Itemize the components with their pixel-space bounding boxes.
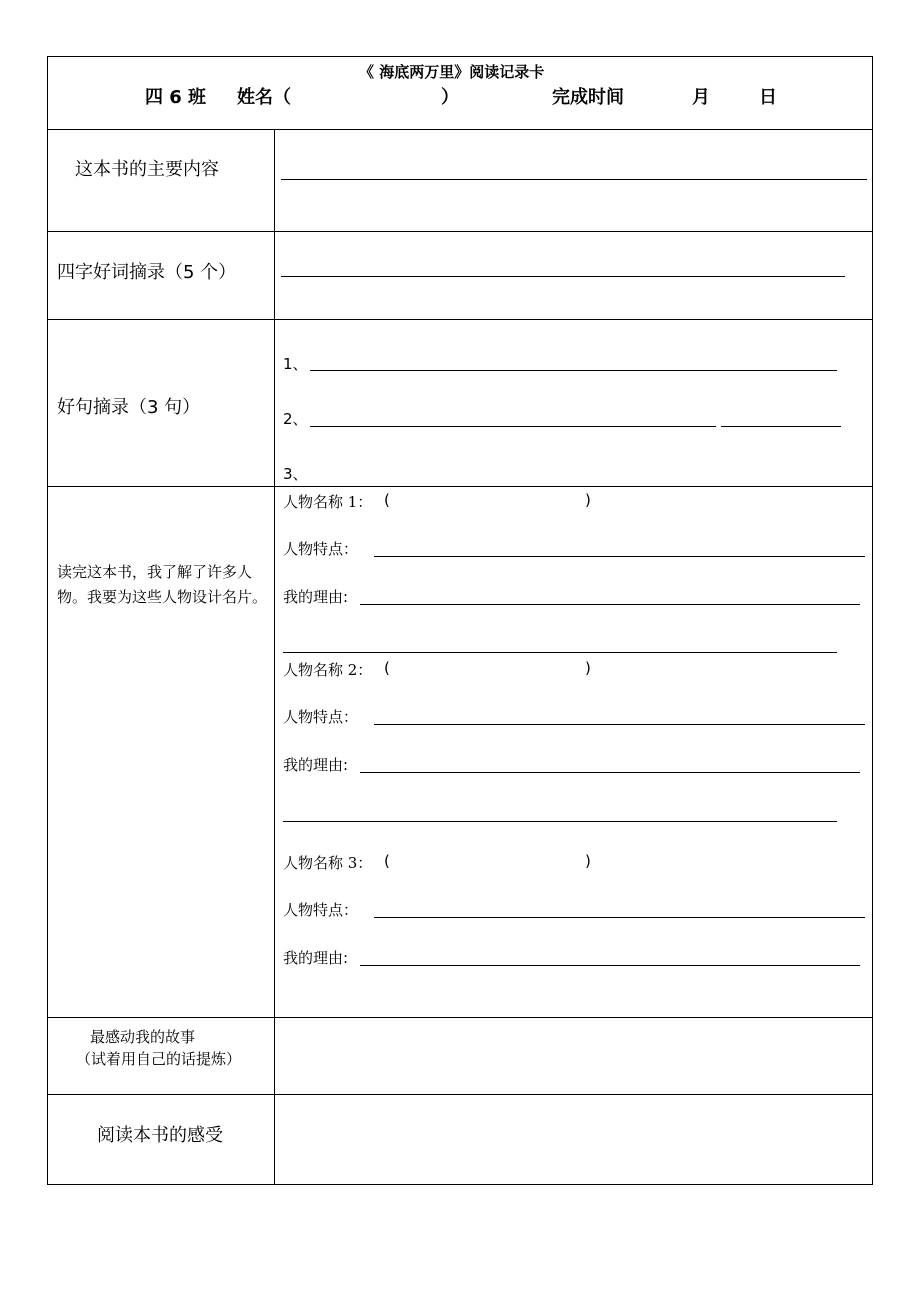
- character-2-reason-label: 我的理由:: [283, 756, 349, 774]
- name-field-close: ）: [441, 87, 459, 108]
- character-1-name-label: 人物名称 1：: [283, 493, 373, 511]
- row-divider: [48, 129, 872, 130]
- character-3-trait-line[interactable]: [374, 917, 865, 918]
- row-divider: [48, 486, 872, 487]
- idioms-label: 四字好词摘录（5 个）: [57, 262, 237, 283]
- characters-label-line1: 读完这本书，我了解了许多人: [57, 563, 253, 581]
- character-1-trait-label: 人物特点：: [283, 540, 359, 558]
- idioms-answer-line[interactable]: [281, 276, 845, 277]
- day-label: 日: [759, 87, 777, 108]
- feeling-answer-area[interactable]: [275, 1095, 872, 1184]
- character-1-reason-label: 我的理由:: [283, 588, 349, 606]
- character-1-name-open: (: [384, 491, 390, 509]
- story-label-line1: 最感动我的故事: [90, 1028, 196, 1046]
- character-3-name-open: (: [384, 852, 390, 870]
- character-1-reason-line[interactable]: [360, 604, 860, 605]
- character-2-name-close: ): [585, 659, 591, 677]
- sentence-number-2: 2、: [283, 410, 308, 428]
- character-1-name-close: ): [585, 491, 591, 509]
- name-label: 姓名（: [237, 87, 291, 108]
- feeling-label: 阅读本书的感受: [97, 1125, 223, 1146]
- sentence-1-line[interactable]: [310, 370, 837, 371]
- sentence-number-1: 1、: [283, 355, 308, 373]
- sentences-label: 好句摘录（3 句）: [57, 397, 201, 418]
- character-2-name-label: 人物名称 2：: [283, 661, 373, 679]
- characters-label-line2: 物。我要为这些人物设计名片。: [57, 588, 268, 606]
- character-3-trait-label: 人物特点：: [283, 901, 359, 919]
- character-2-reason-line-2[interactable]: [283, 821, 837, 822]
- character-1-reason-line-2[interactable]: [283, 652, 837, 653]
- story-answer-area[interactable]: [275, 1018, 872, 1093]
- sentence-2-line[interactable]: [310, 426, 716, 427]
- finish-time-label: 完成时间: [552, 87, 624, 108]
- card-title: 《 海底两万里》阅读记录卡: [359, 63, 545, 81]
- character-3-reason-line[interactable]: [360, 965, 860, 966]
- sentence-2-line-extra[interactable]: [721, 426, 841, 427]
- main-content-answer-line[interactable]: [281, 179, 867, 180]
- character-3-name-close: ): [585, 852, 591, 870]
- row-divider: [48, 231, 872, 232]
- reading-record-card: [47, 56, 873, 1185]
- character-2-name-open: (: [384, 659, 390, 677]
- row-divider: [48, 319, 872, 320]
- main-content-label: 这本书的主要内容: [75, 159, 219, 180]
- month-label: 月: [692, 87, 710, 108]
- character-2-trait-label: 人物特点：: [283, 708, 359, 726]
- character-1-trait-line[interactable]: [374, 556, 865, 557]
- character-2-reason-line[interactable]: [360, 772, 860, 773]
- character-2-trait-line[interactable]: [374, 724, 865, 725]
- class-label: 四 6 班: [145, 87, 207, 108]
- character-3-reason-label: 我的理由:: [283, 949, 349, 967]
- sentence-number-3: 3、: [283, 465, 308, 483]
- character-3-name-label: 人物名称 3：: [283, 854, 373, 872]
- story-label-line2: （试着用自己的话提炼）: [76, 1050, 242, 1068]
